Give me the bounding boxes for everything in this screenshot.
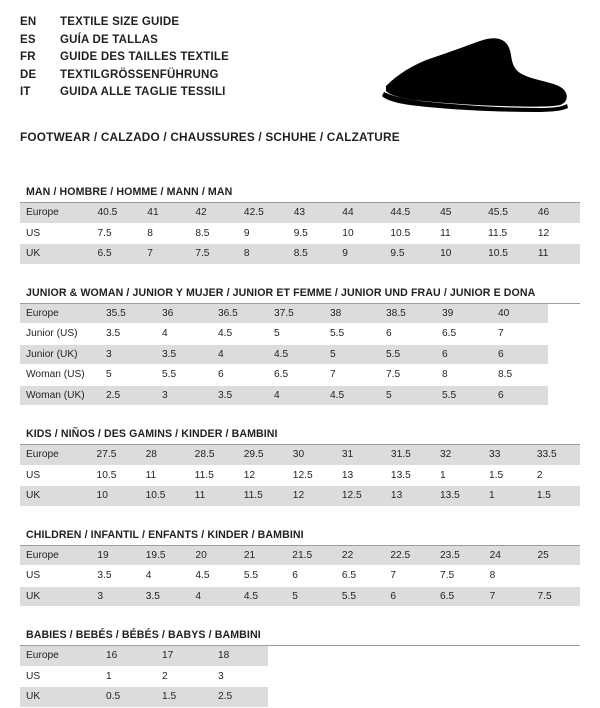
size-cell: 3 bbox=[212, 666, 268, 687]
size-table bbox=[20, 646, 268, 708]
size-cell: 6.5 bbox=[434, 586, 484, 607]
size-group-babies bbox=[20, 629, 580, 708]
dress-shoe-icon bbox=[380, 34, 570, 112]
language-guide-title: GUIDE DES TAILLES TEXTILE bbox=[60, 51, 229, 63]
size-cell: 4 bbox=[156, 324, 212, 345]
size-cell: 5.5 bbox=[336, 586, 384, 607]
size-cell: 1 bbox=[434, 465, 483, 486]
size-cell: 18 bbox=[212, 646, 268, 666]
size-cell: 10 bbox=[336, 223, 384, 244]
size-cell: 3 bbox=[91, 586, 139, 607]
size-cell: 2.5 bbox=[100, 385, 156, 406]
size-cell: 46 bbox=[532, 203, 580, 223]
table-row bbox=[20, 465, 580, 486]
size-cell: 6 bbox=[384, 586, 434, 607]
size-cell: 10.5 bbox=[482, 244, 532, 265]
size-cell: 12.5 bbox=[287, 465, 336, 486]
size-cell: 3.5 bbox=[212, 385, 268, 406]
size-cell: 7.5 bbox=[434, 566, 484, 587]
size-cell: 7.5 bbox=[92, 223, 142, 244]
size-cell: 5.5 bbox=[238, 566, 286, 587]
size-cell: 11 bbox=[532, 244, 580, 265]
size-cell: 43 bbox=[288, 203, 337, 223]
size-cell: 6.5 bbox=[436, 324, 492, 345]
size-table bbox=[20, 304, 548, 407]
size-group-heading: KIDS / NIÑOS / DES GAMINS / KINDER / BAMBINI bbox=[20, 428, 580, 445]
size-cell: 31 bbox=[336, 445, 385, 465]
size-cell: 9.5 bbox=[384, 244, 434, 265]
size-cell: 8.5 bbox=[189, 223, 238, 244]
size-cell: 24 bbox=[484, 546, 532, 566]
size-group-junior-woman bbox=[20, 287, 580, 407]
size-tables-container bbox=[20, 186, 580, 708]
language-row bbox=[20, 16, 229, 34]
size-cell: 28 bbox=[140, 445, 189, 465]
size-cell: 13.5 bbox=[385, 465, 434, 486]
size-cell: 25 bbox=[531, 546, 580, 566]
size-cell: 12 bbox=[238, 465, 287, 486]
row-label: UK bbox=[20, 687, 100, 708]
language-row bbox=[20, 34, 229, 52]
size-cell: 35.5 bbox=[100, 304, 156, 324]
size-group-heading: MAN / HOMBRE / HOMME / MANN / MAN bbox=[20, 186, 580, 203]
size-cell: 8.5 bbox=[492, 365, 548, 386]
language-guide-title: GUIDA ALLE TAGLIE TESSILI bbox=[60, 86, 226, 98]
table-row bbox=[20, 385, 548, 406]
size-cell: 39 bbox=[436, 304, 492, 324]
size-cell: 11.5 bbox=[189, 465, 238, 486]
language-guide-title: TEXTILGRÖSSENFÜHRUNG bbox=[60, 68, 219, 81]
row-label: US bbox=[20, 566, 91, 587]
size-cell: 1.5 bbox=[483, 465, 531, 486]
size-cell: 22 bbox=[336, 546, 384, 566]
size-cell: 10.5 bbox=[140, 486, 189, 507]
table-row bbox=[20, 203, 580, 223]
size-cell: 11 bbox=[189, 486, 238, 507]
size-cell: 36 bbox=[156, 304, 212, 324]
size-group-man bbox=[20, 186, 580, 265]
size-cell: 8 bbox=[141, 223, 189, 244]
size-cell bbox=[531, 566, 580, 587]
size-cell: 44 bbox=[336, 203, 384, 223]
size-table bbox=[20, 546, 580, 608]
row-label: US bbox=[20, 223, 92, 244]
size-cell: 4.5 bbox=[268, 344, 324, 365]
table-row bbox=[20, 586, 580, 607]
language-guide-title: GUÍA DE TALLAS bbox=[60, 33, 158, 46]
size-cell: 21 bbox=[238, 546, 286, 566]
table-row bbox=[20, 344, 548, 365]
size-cell: 2 bbox=[156, 666, 212, 687]
size-cell: 16 bbox=[100, 646, 156, 666]
size-cell: 6 bbox=[380, 324, 436, 345]
language-code: ES bbox=[20, 33, 36, 46]
footwear-category-title: FOOTWEAR / CALZADO / CHAUSSURES / SCHUHE / CALZATURE bbox=[20, 130, 400, 144]
size-cell: 7 bbox=[384, 566, 434, 587]
size-cell: 5 bbox=[286, 586, 336, 607]
size-cell: 29.5 bbox=[238, 445, 287, 465]
size-cell: 13 bbox=[385, 486, 434, 507]
size-group-kids bbox=[20, 428, 580, 507]
row-label: Woman (US) bbox=[20, 365, 100, 386]
size-cell: 7 bbox=[484, 586, 532, 607]
size-cell: 31.5 bbox=[385, 445, 434, 465]
size-cell: 11.5 bbox=[482, 223, 532, 244]
size-cell: 4 bbox=[212, 344, 268, 365]
size-cell: 10 bbox=[434, 244, 482, 265]
size-cell: 44.5 bbox=[384, 203, 434, 223]
size-cell: 6 bbox=[212, 365, 268, 386]
size-cell: 17 bbox=[156, 646, 212, 666]
size-cell: 6.5 bbox=[268, 365, 324, 386]
table-row bbox=[20, 445, 580, 465]
size-cell: 9 bbox=[238, 223, 288, 244]
size-cell: 4 bbox=[140, 566, 190, 587]
size-cell: 27.5 bbox=[91, 445, 140, 465]
size-cell: 37.5 bbox=[268, 304, 324, 324]
size-cell: 3.5 bbox=[140, 586, 190, 607]
size-cell: 11.5 bbox=[238, 486, 287, 507]
size-cell: 38.5 bbox=[380, 304, 436, 324]
size-cell: 12 bbox=[287, 486, 336, 507]
size-cell: 11 bbox=[434, 223, 482, 244]
table-row bbox=[20, 646, 268, 666]
row-label: US bbox=[20, 465, 91, 486]
size-cell: 12.5 bbox=[336, 486, 385, 507]
size-group-children bbox=[20, 529, 580, 608]
language-guide-title: TEXTILE SIZE GUIDE bbox=[60, 16, 180, 28]
language-code: DE bbox=[20, 68, 37, 81]
table-row bbox=[20, 223, 580, 244]
size-cell: 4.5 bbox=[189, 566, 237, 587]
language-code: EN bbox=[20, 16, 37, 28]
size-cell: 1.5 bbox=[156, 687, 212, 708]
size-cell: 42 bbox=[189, 203, 238, 223]
size-cell: 40.5 bbox=[92, 203, 142, 223]
size-cell: 32 bbox=[434, 445, 483, 465]
size-cell: 3 bbox=[100, 344, 156, 365]
table-row bbox=[20, 365, 548, 386]
size-cell: 1 bbox=[483, 486, 531, 507]
size-cell: 6.5 bbox=[336, 566, 384, 587]
size-cell: 5 bbox=[324, 344, 380, 365]
size-cell: 3.5 bbox=[156, 344, 212, 365]
size-cell: 3 bbox=[156, 385, 212, 406]
size-cell: 4 bbox=[268, 385, 324, 406]
size-cell: 7 bbox=[141, 244, 189, 265]
size-group-heading: JUNIOR & WOMAN / JUNIOR Y MUJER / JUNIOR ET FEMME / JUNIOR UND FRAU / JUNIOR E DONA bbox=[20, 287, 580, 304]
size-cell: 3.5 bbox=[91, 566, 139, 587]
size-cell: 42.5 bbox=[238, 203, 288, 223]
size-cell: 7.5 bbox=[189, 244, 238, 265]
size-cell: 1 bbox=[100, 666, 156, 687]
size-cell: 11 bbox=[140, 465, 189, 486]
size-cell: 30 bbox=[287, 445, 336, 465]
size-cell: 0.5 bbox=[100, 687, 156, 708]
size-cell: 5 bbox=[380, 385, 436, 406]
size-cell: 9 bbox=[336, 244, 384, 265]
size-cell: 10.5 bbox=[91, 465, 140, 486]
size-cell: 19.5 bbox=[140, 546, 190, 566]
size-cell: 38 bbox=[324, 304, 380, 324]
size-table bbox=[20, 445, 580, 507]
table-row bbox=[20, 687, 268, 708]
size-cell: 10.5 bbox=[384, 223, 434, 244]
size-table bbox=[20, 203, 580, 265]
row-label: Junior (UK) bbox=[20, 344, 100, 365]
row-label: US bbox=[20, 666, 100, 687]
size-cell: 12 bbox=[532, 223, 580, 244]
size-cell: 5.5 bbox=[324, 324, 380, 345]
size-cell: 5.5 bbox=[436, 385, 492, 406]
size-cell: 7 bbox=[492, 324, 548, 345]
language-code: IT bbox=[20, 86, 31, 98]
size-cell: 6 bbox=[286, 566, 336, 587]
language-code: FR bbox=[20, 51, 36, 63]
size-cell: 22.5 bbox=[384, 546, 434, 566]
size-cell: 20 bbox=[189, 546, 237, 566]
size-cell: 41 bbox=[141, 203, 189, 223]
size-cell: 8 bbox=[238, 244, 288, 265]
language-row bbox=[20, 69, 229, 87]
size-cell: 6.5 bbox=[92, 244, 142, 265]
size-cell: 45.5 bbox=[482, 203, 532, 223]
row-label: Junior (US) bbox=[20, 324, 100, 345]
size-cell: 21.5 bbox=[286, 546, 336, 566]
size-cell: 4 bbox=[189, 586, 237, 607]
size-group-heading: BABIES / BEBÉS / BÉBÉS / BABYS / BAMBINI bbox=[20, 629, 580, 646]
size-cell: 33 bbox=[483, 445, 531, 465]
table-row bbox=[20, 486, 580, 507]
size-cell: 5 bbox=[268, 324, 324, 345]
size-cell: 6 bbox=[436, 344, 492, 365]
row-label: UK bbox=[20, 586, 91, 607]
size-cell: 19 bbox=[91, 546, 139, 566]
size-cell: 7 bbox=[324, 365, 380, 386]
size-cell: 4.5 bbox=[238, 586, 286, 607]
size-cell: 13 bbox=[336, 465, 385, 486]
row-label: Europe bbox=[20, 445, 91, 465]
size-cell: 45 bbox=[434, 203, 482, 223]
row-label: Woman (UK) bbox=[20, 385, 100, 406]
row-label: Europe bbox=[20, 203, 92, 223]
size-cell: 5.5 bbox=[156, 365, 212, 386]
table-row bbox=[20, 546, 580, 566]
row-label: UK bbox=[20, 486, 91, 507]
size-cell: 6 bbox=[492, 385, 548, 406]
size-cell: 3.5 bbox=[100, 324, 156, 345]
size-cell: 7.5 bbox=[380, 365, 436, 386]
language-row bbox=[20, 86, 229, 104]
language-title-list bbox=[20, 16, 229, 104]
row-label: Europe bbox=[20, 546, 91, 566]
size-cell: 40 bbox=[492, 304, 548, 324]
size-cell: 4.5 bbox=[324, 385, 380, 406]
size-cell: 8 bbox=[484, 566, 532, 587]
size-cell: 28.5 bbox=[189, 445, 238, 465]
size-cell: 4.5 bbox=[212, 324, 268, 345]
size-cell: 5 bbox=[100, 365, 156, 386]
table-row bbox=[20, 244, 580, 265]
size-cell: 8.5 bbox=[288, 244, 337, 265]
size-cell: 2.5 bbox=[212, 687, 268, 708]
size-cell: 8 bbox=[436, 365, 492, 386]
size-cell: 13.5 bbox=[434, 486, 483, 507]
size-cell: 7.5 bbox=[531, 586, 580, 607]
table-row bbox=[20, 666, 268, 687]
size-cell: 5.5 bbox=[380, 344, 436, 365]
size-cell: 6 bbox=[492, 344, 548, 365]
size-cell: 2 bbox=[531, 465, 580, 486]
row-label: UK bbox=[20, 244, 92, 265]
document-header bbox=[20, 16, 580, 112]
table-row bbox=[20, 304, 548, 324]
table-row bbox=[20, 566, 580, 587]
row-label: Europe bbox=[20, 304, 100, 324]
size-cell: 23.5 bbox=[434, 546, 484, 566]
size-cell: 1.5 bbox=[531, 486, 580, 507]
size-cell: 36.5 bbox=[212, 304, 268, 324]
row-label: Europe bbox=[20, 646, 100, 666]
table-row bbox=[20, 324, 548, 345]
size-cell: 10 bbox=[91, 486, 140, 507]
size-group-heading: CHILDREN / INFANTIL / ENFANTS / KINDER / BAMBINI bbox=[20, 529, 580, 546]
size-cell: 9.5 bbox=[288, 223, 337, 244]
size-cell: 33.5 bbox=[531, 445, 580, 465]
language-row bbox=[20, 51, 229, 69]
